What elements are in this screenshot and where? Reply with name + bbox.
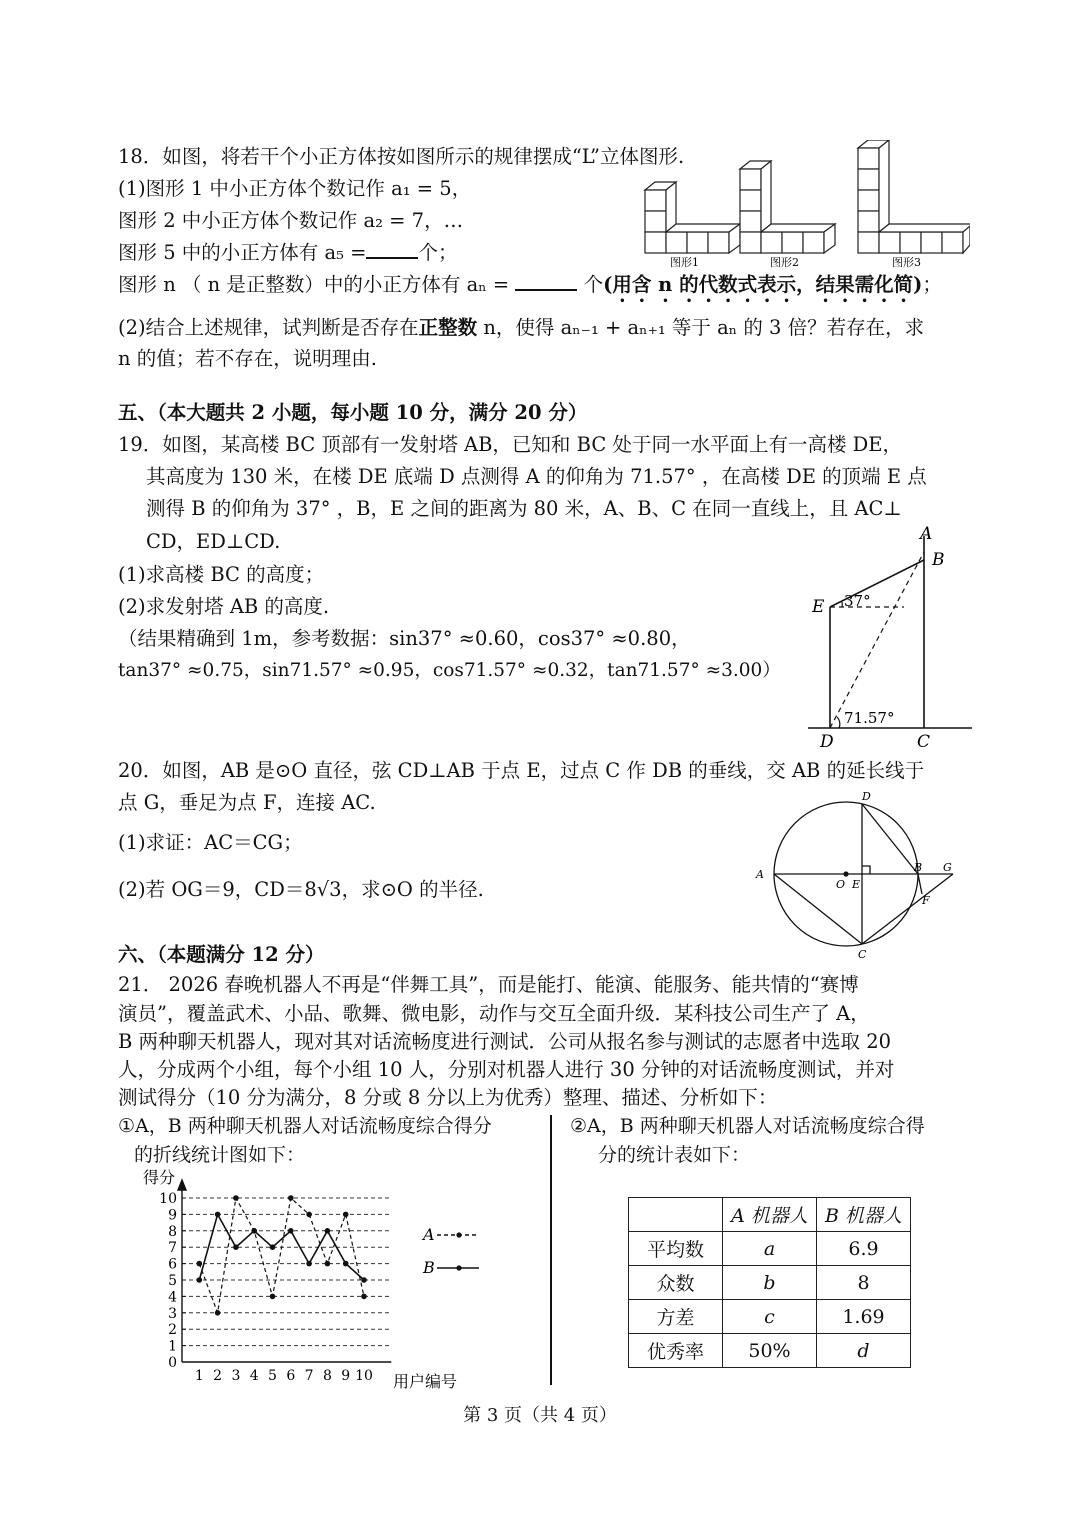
q20-line2: 点 G，垂足为点 F，连接 AC. <box>118 791 376 814</box>
q21-line2: 演员”，覆盖武术、小品、歌舞、微电影，动作与交互全面升级．某科技公司生产了 A， <box>118 1002 870 1025</box>
label-D: D <box>820 732 834 752</box>
label-C: C <box>917 732 931 752</box>
table-cell: 8 <box>817 1266 911 1300</box>
chart-legend <box>421 1225 479 1277</box>
q18-line4 <box>118 271 942 307</box>
table-cell: 方差 <box>629 1300 723 1334</box>
x-axis-label: 用户编号 <box>393 1372 458 1390</box>
q18-line6: n 的值；若不存在，说明理由. <box>118 347 377 370</box>
y-tick-label: 9 <box>168 1207 177 1224</box>
data-point-A <box>343 1212 349 1218</box>
label-D2: D <box>862 790 871 803</box>
table-row <box>629 1334 911 1368</box>
label-F: F <box>922 894 930 907</box>
data-point-A <box>361 1294 367 1300</box>
data-point-A <box>197 1261 203 1267</box>
q18-line3-end: 个； <box>418 241 458 264</box>
y-axis-label: 得分 <box>143 1168 176 1187</box>
y-tick-label: 0 <box>168 1355 177 1371</box>
l-shape-figure <box>640 140 970 270</box>
x-tick-label: 6 <box>286 1368 296 1384</box>
center-dot <box>843 871 848 876</box>
label-C2: C <box>858 948 867 961</box>
q19-part2: (2)求发射塔 AB 的高度. <box>118 595 330 618</box>
label-B2: B <box>914 861 923 874</box>
section-5-title: 五、（本大题共 2 小题，每小题 10 分，满分 20 分） <box>118 401 588 424</box>
data-point-A <box>288 1195 294 1201</box>
q20-part2: (2)若 OG＝9，CD＝8√3，求⊙O 的半径. <box>118 878 484 901</box>
data-point-B <box>215 1212 221 1218</box>
label-E: E <box>812 597 825 617</box>
q21-right2: 分的统计表如下： <box>598 1144 751 1166</box>
table-cell: 众数 <box>629 1266 723 1300</box>
q18-line5-bold: 正整数 <box>418 316 478 339</box>
q21-left1: ①A，B 两种聊天机器人对话流畅度综合得分 <box>118 1115 492 1137</box>
data-point-B <box>288 1228 294 1234</box>
table-cell: b <box>723 1266 817 1300</box>
legend-label-A: A <box>423 1225 435 1244</box>
q19-line4: CD，ED⊥CD. <box>146 530 281 553</box>
x-tick-label: 9 <box>341 1368 351 1384</box>
table-cell: 平均数 <box>629 1232 723 1266</box>
q19-line1: 19．如图，某高楼 BC 顶部有一发射塔 AB，已知和 BC 处于同一水平面上有一高楼 DE， <box>118 433 903 456</box>
y-tick-label: 6 <box>168 1256 177 1273</box>
x-tick-label: 4 <box>249 1368 259 1384</box>
y-axis-arrow <box>178 1180 186 1190</box>
q19-line2: 其高度为 130 米，在楼 DE 底端 D 点测得 A 的仰角为 71.57° ，在高楼 DE 的顶端 E 点 <box>146 465 927 488</box>
legend-marker-A <box>456 1232 461 1237</box>
q21-line5: 测试得分（10 分为满分，8 分或 8 分以上为优秀）整理、描述、分析如下： <box>118 1086 778 1109</box>
data-point-B <box>251 1228 257 1234</box>
q20-part1: (1)求证：AC＝CG； <box>118 831 303 854</box>
label-O: O <box>836 878 846 891</box>
table-row <box>629 1232 911 1266</box>
line-chart <box>135 1165 480 1390</box>
x-tick-label: 10 <box>355 1368 373 1384</box>
data-point-B <box>197 1277 203 1283</box>
table-header-cell: B 机器人 <box>817 1198 911 1232</box>
data-point-B <box>306 1261 312 1267</box>
q19-line3: 测得 B 的仰角为 37° ，B，E 之间的距离为 80 米，A、B、C 在同一直线上，且 AC⊥ <box>146 497 902 520</box>
angle-37: 37° <box>844 592 871 610</box>
q18-line5-text: (2)结合上述规律，试判断是否存在 <box>118 316 419 339</box>
q18-line3-text: 图形 5 中的小正方体有 a₅ = <box>118 241 367 264</box>
q18-line4-text: 图形 n （ n 是正整数）中的小正方体有 aₙ = <box>118 273 510 296</box>
q21-line1: 21． 2026 春晚机器人不再是“伴舞工具”，而是能打、能演、能服务、能共情的“赛博 <box>118 973 859 996</box>
x-tick-label: 5 <box>268 1368 277 1384</box>
stats-table <box>628 1197 911 1368</box>
q19-ref2: tan37° ≈0.75，sin71.57° ≈0.95，cos71.57° ≈0.32，tan71.57° ≈3.00） <box>118 660 781 681</box>
x-tick-label: 2 <box>213 1368 223 1384</box>
q19-part1: (1)求高楼 BC 的高度； <box>118 563 325 586</box>
x-tick-label: 3 <box>231 1368 241 1384</box>
q18-title: 18．如图，将若干个小正方体按如图所示的规律摆成“L”立体图形. <box>118 145 685 168</box>
figure-1 <box>645 182 740 253</box>
legend-marker-B <box>456 1265 461 1270</box>
angle-7157: 71.57° <box>844 709 895 727</box>
q21-left2: 的折线统计图如下： <box>134 1144 306 1166</box>
chart-axes <box>178 1180 391 1362</box>
table-header-row <box>629 1198 911 1232</box>
data-point-B <box>233 1244 239 1250</box>
q18-line4-end: ； <box>922 273 942 296</box>
figure-3 <box>858 140 970 253</box>
y-tick-label: 5 <box>168 1273 177 1289</box>
answer-blank-an <box>515 271 577 291</box>
section-6-title: 六、（本题满分 12 分） <box>118 943 325 966</box>
y-tick-label: 1 <box>168 1338 177 1355</box>
y-tick-label: 3 <box>168 1305 177 1322</box>
table-cell: a <box>723 1232 817 1266</box>
table-cell: d <box>817 1334 911 1368</box>
legend-label-B: B <box>423 1258 435 1277</box>
q21-line3: B 两种聊天机器人，现对其对话流畅度进行测试．公司从报名参与测试的志愿者中选取 20 <box>118 1030 892 1053</box>
y-tick-label: 8 <box>168 1223 177 1240</box>
y-tick-label: 10 <box>159 1191 177 1207</box>
label-E2: E <box>852 878 861 891</box>
table-row <box>629 1300 911 1334</box>
y-tick-label: 4 <box>168 1289 177 1306</box>
table-cell: 优秀率 <box>629 1334 723 1368</box>
q20-line1: 20．如图，AB 是⊙O 直径，弦 CD⊥AB 于点 E，过点 C 作 DB 的垂线，交 AB 的延长线于 <box>118 759 925 782</box>
label-A2: A <box>756 868 764 881</box>
y-tick-label: 2 <box>168 1322 177 1339</box>
data-point-B <box>361 1277 367 1283</box>
label-A: A <box>920 524 933 544</box>
table-cell: 6.9 <box>817 1232 911 1266</box>
q18-line1: (1)图形 1 中小正方体个数记作 a₁ = 5， <box>118 177 472 200</box>
column-divider <box>550 1115 552 1385</box>
fig-label-3: 图形3 <box>892 256 921 269</box>
label-B: B <box>932 550 945 570</box>
table-cell: c <box>723 1300 817 1334</box>
circle-figure <box>750 788 965 963</box>
q21-line4: 人，分成两个小组，每个小组 10 人，分别对机器人进行 30 分钟的对话流畅度测试，并对 <box>118 1058 895 1081</box>
data-point-B <box>325 1228 331 1234</box>
fig-label-2: 图形2 <box>770 256 799 269</box>
q21-right1: ②A，B 两种聊天机器人对话流畅度综合得 <box>570 1115 925 1137</box>
fig-label-1: 图形1 <box>670 256 699 269</box>
chart-series <box>197 1195 367 1315</box>
table-header-cell <box>629 1198 723 1232</box>
y-tick-label: 7 <box>168 1240 177 1257</box>
x-tick-label: 7 <box>304 1368 314 1384</box>
data-point-B <box>270 1244 276 1250</box>
data-point-A <box>325 1261 331 1267</box>
data-point-A <box>233 1195 239 1201</box>
x-tick-label: 1 <box>194 1368 204 1384</box>
table-cell: 50% <box>723 1334 817 1368</box>
q18-line5 <box>118 314 924 342</box>
x-tick-labels <box>195 1368 373 1384</box>
data-point-A <box>270 1294 276 1300</box>
q18-line2: 图形 2 中小正方体个数记作 a₂ = 7，… <box>118 209 464 232</box>
answer-blank-a5 <box>366 239 418 259</box>
q19-ref1: （结果精确到 1m，参考数据：sin37° ≈0.60，cos37° ≈0.80， <box>118 627 691 650</box>
table-cell: 1.69 <box>817 1300 911 1334</box>
data-point-B <box>343 1261 349 1267</box>
building-figure <box>800 520 980 752</box>
data-point-A <box>306 1212 312 1218</box>
label-G: G <box>943 861 952 874</box>
figure-2 <box>740 161 835 253</box>
q18-line3 <box>118 239 458 267</box>
series-line-A <box>199 1198 364 1313</box>
table-header-cell: A 机器人 <box>723 1198 817 1232</box>
q18-line4-hint: (用含 n 的代数式表示，结果需化简) <box>603 273 923 296</box>
x-tick-label: 8 <box>322 1368 332 1384</box>
page-footer: 第 3 页（共 4 页） <box>463 1405 617 1426</box>
data-point-A <box>215 1310 221 1316</box>
q18-line4-unit: 个 <box>583 273 604 296</box>
q18-line5-rest: n，使得 aₙ₋₁ + aₙ₊₁ 等于 aₙ 的 3 倍？若存在，求 <box>477 316 925 339</box>
table-row <box>629 1266 911 1300</box>
